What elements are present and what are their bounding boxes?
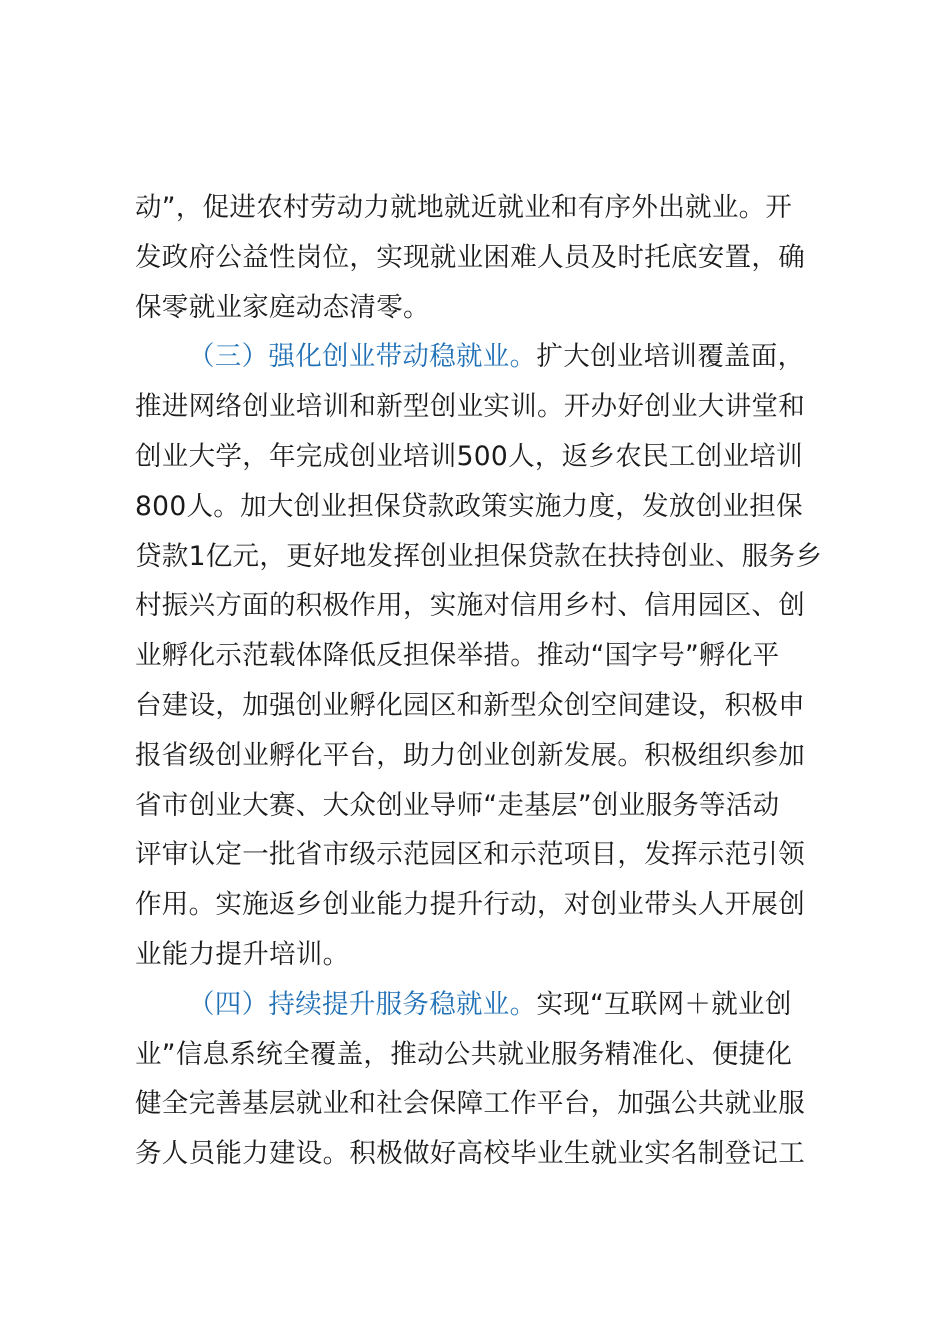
text-line: 台建设，加强创业孵化园区和新型众创空间建设，积极申 [135,689,805,721]
text-line: 贷款1亿元，更好地发挥创业担保贷款在扶持创业、服务乡 [135,540,823,572]
text-line: 村振兴方面的积极作用，实施对信用乡村、信用园区、创 [135,590,805,622]
text-line: 800人。加大创业担保贷款政策实施力度，发放创业担保 [135,490,803,522]
text-line: 省市创业大赛、大众创业导师“走基层”创业服务等活动 [135,789,780,821]
section-4-text: 实现“互联网＋就业创 [536,988,792,1020]
text-line: 作用。实施返乡创业能力提升行动，对创业带头人开展创 [135,889,805,921]
text-line: 创业大学，年完成创业培训500人，返乡农民工创业培训 [135,440,803,472]
text-line: 推进网络创业培训和新型创业实训。开办好创业大讲堂和 [135,391,805,423]
section-3-heading: （三）强化创业带动稳就业。 [188,341,537,373]
text-line: 评审认定一批省市级示范园区和示范项目，发挥示范引领 [135,839,805,871]
section-3-first-line [135,332,835,382]
text-line: 业孵化示范载体降低反担保举措。推动“国字号”孵化平 [135,640,780,672]
text-line: 健全完善基层就业和社会保障工作平台，加强公共就业服 [135,1088,805,1120]
section-4-first-line [135,980,835,1030]
text-line: 业能力提升培训。 [135,938,350,970]
text-line: 务人员能力建设。积极做好高校毕业生就业实名制登记工 [135,1138,805,1170]
text-line: 动”，促进农村劳动力就地就近就业和有序外出就业。开 [135,192,793,223]
section-4-heading: （四）持续提升服务稳就业。 [188,988,537,1020]
section-3-text: 扩大创业培训覆盖面， [536,341,805,373]
text-line: 保零就业家庭动态清零。 [135,291,430,323]
document-body [135,183,835,1179]
text-line: 业”信息系统全覆盖，推动公共就业服务精准化、便捷化 [135,1038,793,1070]
text-line: 报省级创业孵化平台，助力创业创新发展。积极组织参加 [135,739,805,771]
text-line: 发政府公益性岗位，实现就业困难人员及时托底安置，确 [135,241,805,273]
